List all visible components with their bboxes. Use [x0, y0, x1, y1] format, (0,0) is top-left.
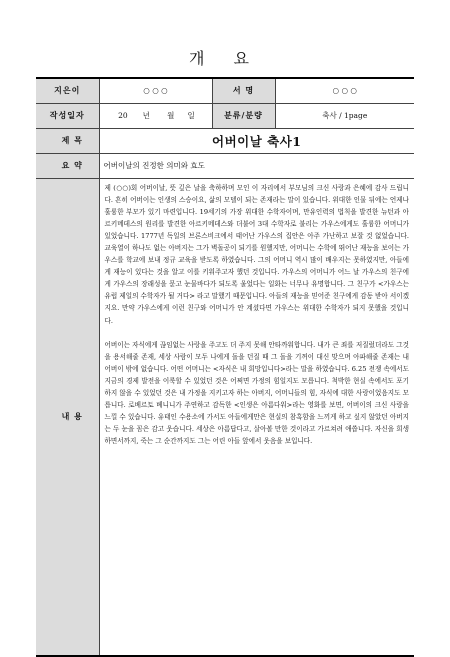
- date-day-unit: 일: [187, 111, 195, 120]
- content-body: [99, 178, 414, 656]
- content-paragraph-2: 어버이는 자식에게 끊임없는 사랑을 주고도 더 주지 못해 안타까워합니다. 내가 큰 죄를 저질렀더라도 그것을 용서해줄 존재, 세상 사람이 모두 나에게 돌을 던질 때 그 돌을 기꺼이 대신 맞으며 아파해줄 존재는 내 어버이 밖에 없습니다. 어떤 어머니는 <자식은 내 희망입니다>라는 말을 하였습니다. 6.25 전쟁 속에서도 지금의 경제 발전을 이룩할 수 있었던 것은 어쩌면 가정의 힘일지도 모릅니다. 척박한 현실 속에서도 포기하지 않을 수 있었던 것은 내 가정을 지키고자 하는 아버지, 어머니들의 힘, 자식에 대한 사랑이었음지도 모릅니다. 로베르토 베니니가 주연하고 감독한 <인생은 아름다워>라는 영화를 보면, 어버이의 크신 사랑을 느낄 수 있습니다. 유태인 수용소에 가서도 아들에게만은 현실의 참혹함을 느끼게 하고 싶지 않았던 아버지는 두 눈을 꼼은 감고 웃습니다. 세상은 아름답다고, 살아볼 만한 것이라고 가르쳐려 애씁니다. 자신을 희생하면서까지, 죽는 그 순간까지도 그는 어린 아들 앞에서 웃음을 보입니다.: [104, 340, 409, 446]
- subject-value: 어버이날 축사1: [99, 128, 414, 153]
- date-year-unit: 년: [142, 111, 150, 120]
- content-row: [36, 178, 414, 656]
- content-paragraph-1: 제 (○○)회 어버이날, 뜻 깊은 날을 축하하며 모인 이 자리에서 부모님의 크신 사랑과 은혜에 감사 드립니다. 흔히 어버이는 인생의 스승이요, 삶의 모델이 되는 존재라는 말이 있습니다. 위대한 인물 뒤에는 언제나 훌륭한 부모가 있기 마련입니다. 19세기의 가장 위대한 수학자이며, 만유인력의 법칙을 발견한 뉴턴과 아르키메데스의 원리를 발견한 아르키메데스와 더불어 3대 수학자로 불리는 가우스에게도 훌륭한 어머니가 있었습니다. 1777년 독일의 브론스비크에서 태어난 가우스의 집안은 아주 가난하고 보잘 것 없었습니다. 교육열이 하나도 없는 아버지는 그가 벽돌공이 되기를 원했지만, 어머니는 수학에 뛰어난 재능을 보이는 가우스를 학교에 보내 정규 교육을 받도록 하였습니다. 그의 어머니 역시 많이 배우지는 못하였지만, 아들에게 재능이 있다는 것을 알고 이를 키워주고자 했던 것입니다. 가우스의 어머니가 어느 날 가우스의 친구에게 가우스의 장래성을 묻고 눈물바다가 되도록 울었다는 일화는 너무나 유명합니다. 그 친구가 <가우스는 유럽 제일의 수학자가 될 거다> 라고 말했기 때문입니다. 아들의 재능을 믿어준 친구에게 감동 받아 서이겠지요. 만약 가우스에게 이런 친구와 어머니가 안 계셨다면 가우스는 위대한 수학자가 되지 못했을 것입니다.: [104, 183, 409, 325]
- date-year: 20: [118, 111, 128, 120]
- category-label: 분류/분량: [212, 103, 275, 128]
- signature-label: 서 명: [212, 78, 275, 103]
- subject-row: [36, 128, 414, 153]
- signature-value: ○ ○ ○: [275, 78, 414, 103]
- summary-value: 어버이날의 진정한 의미와 효도: [99, 153, 414, 178]
- date-value: [99, 103, 212, 128]
- date-label: 작성일자: [36, 103, 99, 128]
- author-row: [36, 78, 414, 103]
- category-value: 축사 / 1page: [275, 103, 414, 128]
- summary-row: [36, 153, 414, 178]
- paragraph-gap: [105, 327, 410, 339]
- summary-label: 요 약: [36, 153, 99, 178]
- page-title: 개 요: [189, 49, 261, 68]
- subject-label: 제 목: [36, 128, 99, 153]
- date-month-unit: 월: [167, 111, 175, 120]
- summary-form-table: [36, 77, 414, 657]
- author-value: ○ ○ ○: [99, 78, 212, 103]
- date-row: [36, 103, 414, 128]
- content-label: 내 용: [36, 178, 99, 656]
- author-label: 지은이: [36, 78, 99, 103]
